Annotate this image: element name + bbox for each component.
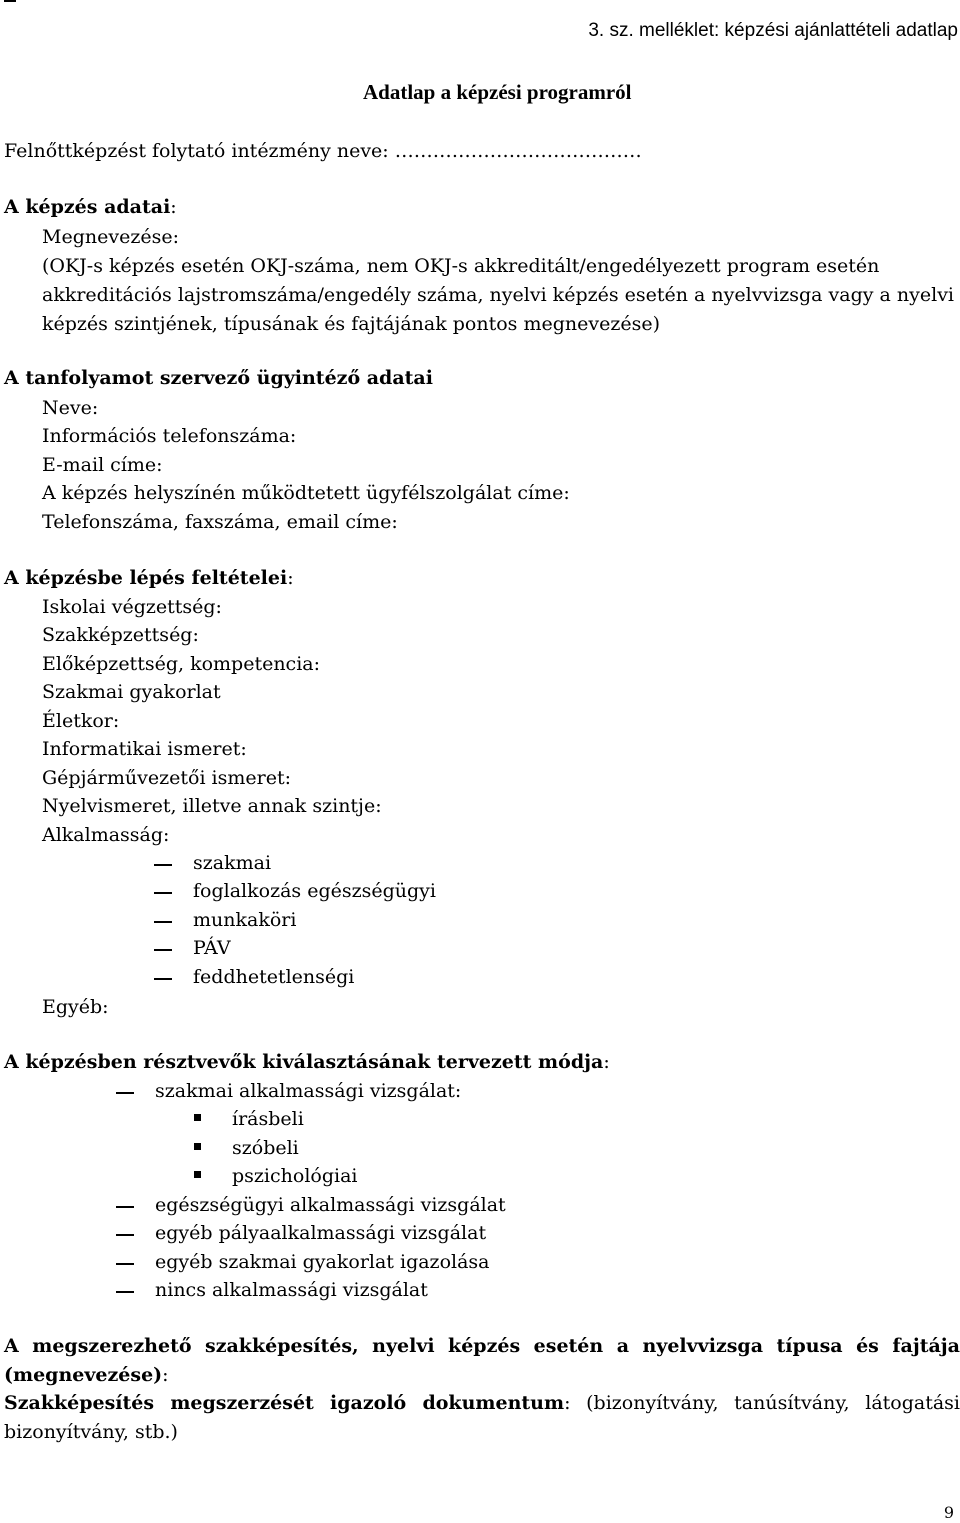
dash-bullet — [154, 892, 172, 894]
organizer-item: Információs telefonszáma: — [42, 425, 297, 447]
entry-item: Szakmai gyakorlat — [42, 681, 221, 703]
training-desc-2: akkreditációs lajstromszáma/engedély száma, nyelvi képzés esetén a nyelvvizsga vagy a nyelvi — [42, 284, 954, 306]
selection-heading: A képzésben résztvevők kiválasztásának tervezett módja — [4, 1051, 604, 1073]
entry-item: Alkalmasság: — [42, 824, 170, 846]
square-bullet — [194, 1143, 201, 1150]
selection-heading-line — [4, 1051, 610, 1073]
organizer-item: Telefonszáma, faxszáma, email címe: — [42, 511, 398, 533]
selection-subitem: írásbeli — [232, 1108, 304, 1130]
entry-item: Gépjárművezetői ismeret: — [42, 767, 292, 789]
dash-bullet — [154, 921, 172, 923]
aptitude-item: munkaköri — [193, 909, 297, 931]
selection-item: egyéb szakmai gyakorlat igazolása — [155, 1251, 490, 1273]
entry-item: Szakképzettség: — [42, 624, 199, 646]
entry-item: Előképzettség, kompetencia: — [42, 653, 321, 675]
entry-item: Iskolai végzettség: — [42, 596, 222, 618]
dash-bullet — [116, 1234, 134, 1236]
qualification-colon: : — [162, 1364, 169, 1386]
qualification-line-1: A megszerezhető szakképesítés, nyelvi képzés esetén a nyelvvizsga típusa és fajtája — [4, 1335, 960, 1357]
dash-bullet — [116, 1291, 134, 1293]
selection-item: szakmai alkalmassági vizsgálat: — [155, 1080, 462, 1102]
entry-item: Nyelvismeret, illetve annak szintje: — [42, 795, 382, 817]
aptitude-item: foglalkozás egészségügyi — [193, 880, 436, 902]
training-desc-3: képzés szintjének, típusának és fajtájának pontos megnevezése) — [42, 313, 661, 335]
entry-other: Egyéb: — [42, 996, 109, 1018]
selection-item: nincs alkalmassági vizsgálat — [155, 1279, 428, 1301]
training-name-label: Megnevezése: — [42, 226, 179, 248]
organizer-item: A képzés helyszínén működtetett ügyfélszolgálat címe: — [42, 482, 570, 504]
institution-line — [4, 140, 642, 162]
aptitude-item: szakmai — [193, 852, 272, 874]
organizer-heading: A tanfolyamot szervező ügyintéző adatai — [4, 367, 433, 389]
dash-bullet — [154, 864, 172, 866]
document-line-2: bizonyítvány, stb.) — [4, 1421, 178, 1443]
selection-heading-colon: : — [603, 1051, 610, 1073]
selection-subitem: szóbeli — [232, 1137, 299, 1159]
entry-heading: A képzésbe lépés feltételei — [4, 567, 288, 589]
training-desc-1: (OKJ-s képzés esetén OKJ-száma, nem OKJ-s akkreditált/engedélyezett program esetén — [42, 255, 880, 277]
institution-label: Felnőttképzést folytató intézmény neve: — [4, 140, 389, 162]
aptitude-item: feddhetetlenségi — [193, 966, 355, 988]
square-bullet — [194, 1171, 201, 1178]
dash-bullet — [116, 1206, 134, 1208]
aptitude-item: PÁV — [193, 937, 231, 959]
corner-mark — [4, 0, 16, 2]
training-heading-line — [4, 196, 177, 218]
selection-item: egészségügyi alkalmassági vizsgálat — [155, 1194, 506, 1216]
institution-dots: ………………………………… — [394, 140, 642, 162]
dash-bullet — [154, 949, 172, 951]
organizer-item: E-mail címe: — [42, 454, 163, 476]
entry-heading-line — [4, 567, 294, 589]
square-bullet — [194, 1114, 201, 1121]
selection-subitem: pszichológiai — [232, 1165, 358, 1187]
selection-item: egyéb pályaalkalmassági vizsgálat — [155, 1222, 487, 1244]
entry-item: Életkor: — [42, 710, 120, 732]
annex-label: 3. sz. melléklet: képzési ajánlattételi adatlap — [588, 20, 958, 41]
training-heading: A képzés adatai — [4, 196, 171, 218]
dash-bullet — [116, 1092, 134, 1094]
qualification-line-2 — [4, 1364, 169, 1386]
page-number: 9 — [943, 1503, 954, 1522]
organizer-item: Neve: — [42, 397, 99, 419]
document-rest: : (bizonyítvány, tanúsítvány, látogatási — [564, 1392, 960, 1414]
entry-heading-colon: : — [287, 567, 294, 589]
entry-item: Informatikai ismeret: — [42, 738, 247, 760]
training-heading-colon: : — [170, 196, 177, 218]
page-title: Adatlap a képzési programról — [363, 80, 632, 104]
document-label: Szakképesítés megszerzését igazoló dokumentum — [4, 1392, 565, 1414]
document-line-1 — [4, 1392, 960, 1414]
dash-bullet — [154, 978, 172, 980]
dash-bullet — [116, 1263, 134, 1265]
qualification-label: (megnevezése) — [4, 1364, 163, 1386]
